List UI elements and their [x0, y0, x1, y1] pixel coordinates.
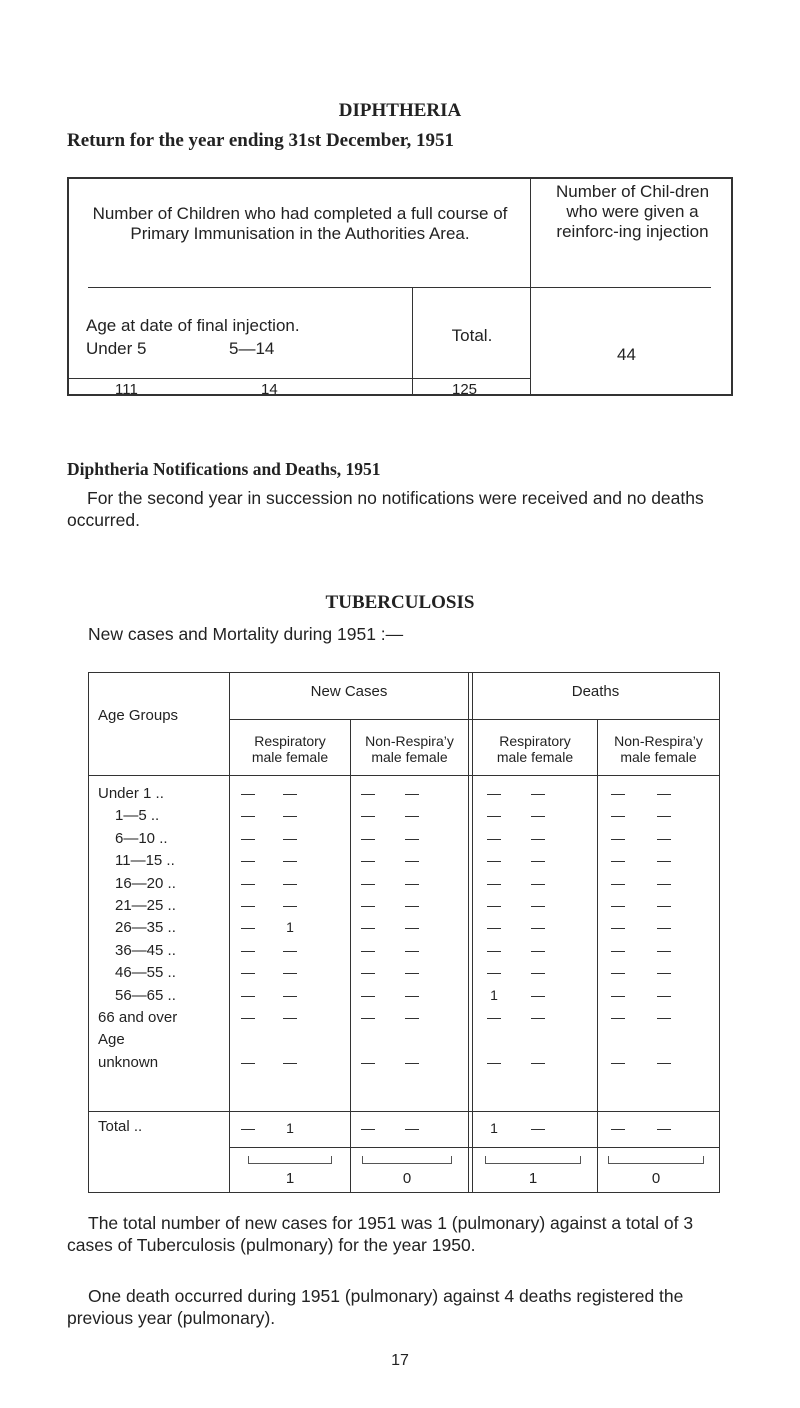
age-group-label: 11—15 ..: [115, 852, 175, 870]
death-nonresp-sum: 0: [651, 1170, 661, 1187]
table-cell: —: [531, 941, 545, 958]
new-nonresp-label: Non-Respira’y: [365, 733, 454, 749]
table-cell: —: [531, 874, 545, 891]
table-cell: —: [361, 874, 375, 891]
table-divider: [468, 673, 469, 1192]
diphtheria-subheading: Return for the year ending 31st December, 1951: [67, 130, 454, 151]
new-nonresp-header: [351, 733, 468, 765]
table-cell: —: [611, 941, 625, 958]
sum-brace: [362, 1156, 452, 1164]
age-group-label: unknown: [98, 1053, 159, 1071]
age-group-label: 56—65 ..: [115, 986, 176, 1004]
table-cell: —: [657, 986, 671, 1003]
table-cell: —: [361, 941, 375, 958]
immunisation-header: Number of Children who had completed a full course of Primary Immunisation in the Authorities Area.: [92, 204, 508, 243]
table-cell: —: [531, 964, 545, 981]
age-group-label: 21—25 ..: [115, 897, 176, 914]
age-at-final-injection-label: Age at date of final injection.: [86, 316, 300, 335]
death-nonresp-header: [598, 733, 719, 765]
table-cell: —: [531, 986, 545, 1003]
diphtheria-heading: DIPHTHERIA: [338, 100, 462, 121]
table-divider: [89, 1111, 719, 1112]
table-cell: —: [611, 986, 625, 1003]
table-cell: —: [241, 941, 255, 958]
age-group-label: 6—10 ..: [115, 829, 168, 847]
table-cell: —: [487, 807, 501, 824]
table-cell: —: [405, 1053, 419, 1070]
total-cell: 1: [490, 1120, 498, 1136]
table-cell: —: [657, 1009, 671, 1025]
table-cell: —: [361, 807, 375, 824]
total-cell: —: [611, 1120, 625, 1136]
table-cell: —: [657, 852, 671, 869]
table-cell: —: [487, 964, 501, 981]
table-cell: —: [283, 897, 297, 913]
notifications-heading: Diphtheria Notifications and Deaths, 1951: [67, 459, 381, 479]
table-cell: —: [283, 807, 297, 824]
page-number: 17: [391, 1352, 409, 1369]
table-divider: [230, 719, 719, 720]
table-cell: —: [657, 941, 671, 958]
table-cell: —: [283, 874, 297, 891]
reinforcing-header: Number of Chil-dren who were given a reinforc-ing injection: [555, 182, 710, 241]
table-cell: —: [241, 1009, 255, 1025]
table-cell: —: [283, 941, 297, 958]
table-cell: —: [657, 829, 671, 846]
table-cell: —: [405, 986, 419, 1003]
table-cell: —: [487, 1009, 501, 1025]
table-divider: [68, 378, 530, 379]
total-cell: 1: [286, 1120, 294, 1136]
table-cell: —: [405, 829, 419, 846]
sum-brace: [608, 1156, 704, 1164]
table-cell: —: [657, 919, 671, 936]
table-cell: —: [361, 829, 375, 846]
table-cell: —: [487, 1053, 501, 1070]
total-value: 125: [452, 381, 478, 398]
table-cell: —: [657, 807, 671, 824]
reinforcing-value: 44: [617, 345, 636, 364]
age-group-label: 66 and over: [98, 1009, 178, 1026]
table-cell: —: [241, 829, 255, 846]
sum-brace: [248, 1156, 332, 1164]
table-cell: —: [283, 852, 297, 869]
table-cell: —: [361, 1009, 375, 1025]
total-cell: —: [657, 1120, 671, 1136]
table-cell: —: [487, 941, 501, 958]
table-cell: —: [657, 964, 671, 981]
table-cell: —: [405, 807, 419, 824]
table-cell: —: [611, 964, 625, 981]
table-cell: —: [283, 964, 297, 981]
table-cell: —: [283, 829, 297, 846]
new-nonresp-mf: male female: [371, 749, 448, 765]
death-resp-sum: 1: [528, 1170, 538, 1187]
table-cell: —: [405, 1009, 419, 1025]
age-group-label: 26—35 ..: [115, 919, 176, 937]
table-cell: —: [405, 785, 419, 801]
table-cell: —: [531, 829, 545, 846]
table-cell: —: [487, 897, 501, 913]
table-cell: —: [487, 874, 501, 891]
age-group-label: Under 1 ..: [98, 785, 164, 802]
table-cell: —: [487, 785, 501, 801]
notifications-text: For the second year in succession no notifications were received and no deaths occurred.: [67, 488, 704, 530]
age-group-label: Age: [98, 1031, 125, 1049]
table-cell: —: [611, 852, 625, 869]
table-cell: —: [241, 874, 255, 891]
tuberculosis-heading: TUBERCULOSIS: [325, 592, 475, 613]
table-cell: —: [241, 785, 255, 801]
total-cell: —: [405, 1120, 419, 1136]
new-resp-sum: 1: [285, 1170, 295, 1187]
table-cell: —: [361, 986, 375, 1003]
table-cell: —: [531, 897, 545, 913]
table-cell: —: [405, 964, 419, 981]
table-cell: —: [657, 897, 671, 913]
table-cell: —: [241, 852, 255, 869]
table-cell: —: [531, 852, 545, 869]
table-divider: [230, 1147, 719, 1148]
table-cell: —: [241, 897, 255, 913]
table-cell: —: [361, 897, 375, 913]
table-cell: —: [405, 897, 419, 913]
new-resp-label: Respiratory: [254, 733, 326, 749]
table-divider: [531, 287, 711, 288]
death-resp-header: [473, 733, 597, 765]
total-cell: —: [241, 1120, 255, 1136]
table-cell: —: [241, 964, 255, 981]
table-cell: —: [531, 1053, 545, 1070]
sum-brace: [485, 1156, 581, 1164]
total-cell: —: [531, 1120, 545, 1136]
age-5-14-value: 14: [261, 381, 278, 398]
table-cell: —: [405, 852, 419, 869]
tuberculosis-subheading: New cases and Mortality during 1951 :—: [88, 624, 404, 644]
table-cell: —: [241, 919, 255, 936]
total-label: Total.: [451, 326, 493, 345]
age-group-label: 46—55 ..: [115, 964, 176, 982]
age-group-label: 36—45 ..: [115, 941, 176, 959]
table-cell: —: [657, 785, 671, 801]
table-cell: —: [657, 1053, 671, 1070]
table-cell: —: [657, 874, 671, 891]
table-cell: —: [611, 829, 625, 846]
table-cell: —: [241, 807, 255, 824]
death-resp-label: Respiratory: [499, 733, 571, 749]
tb-paragraph-1: The total number of new cases for 1951 was 1 (pulmonary) against a total of 3 cases of Tuberculosis (pulmonary) for the year 1950.: [67, 1213, 694, 1255]
age-group-label: 1—5 ..: [115, 807, 160, 825]
table-cell: —: [405, 874, 419, 891]
new-cases-header: New Cases: [310, 683, 388, 700]
table-cell: —: [531, 1009, 545, 1025]
table-cell: —: [611, 897, 625, 913]
table-cell: —: [487, 829, 501, 846]
table-cell: —: [611, 807, 625, 824]
table-cell: —: [611, 874, 625, 891]
tb-paragraph-2: One death occurred during 1951 (pulmonary) against 4 deaths registered the previous year (pulmonary).: [67, 1286, 684, 1328]
table-cell: —: [361, 964, 375, 981]
under-5-label: Under 5: [86, 339, 147, 358]
under-5-value: 111: [115, 381, 138, 398]
table-cell: —: [531, 807, 545, 824]
table-cell: —: [361, 919, 375, 936]
age-group-label: 16—20 ..: [115, 874, 176, 892]
table-cell: —: [283, 785, 297, 801]
table-cell: 1: [490, 986, 498, 1003]
table-cell: —: [283, 1009, 297, 1025]
new-nonresp-sum: 0: [402, 1170, 412, 1187]
table-cell: —: [405, 919, 419, 936]
table-cell: —: [487, 919, 501, 936]
table-cell: —: [611, 1053, 625, 1070]
age-groups-header: Age Groups: [98, 707, 179, 724]
new-resp-header: [230, 733, 350, 765]
table-cell: —: [611, 1009, 625, 1025]
table-cell: —: [283, 1053, 297, 1070]
table-cell: 1: [286, 919, 294, 936]
table-cell: —: [241, 986, 255, 1003]
death-nonresp-label: Non-Respira’y: [614, 733, 703, 749]
table-divider: [89, 775, 719, 776]
table-cell: —: [405, 941, 419, 958]
table-cell: —: [361, 1053, 375, 1070]
deaths-header: Deaths: [571, 683, 620, 700]
death-resp-mf: male female: [496, 749, 574, 765]
table-cell: —: [611, 785, 625, 801]
new-resp-mf: male female: [251, 749, 329, 765]
table-cell: —: [611, 919, 625, 936]
table-cell: —: [531, 919, 545, 936]
death-nonresp-mf: male female: [620, 749, 697, 765]
age-5-14-label: 5—14: [229, 339, 275, 358]
total-cell: —: [361, 1120, 375, 1136]
table-cell: —: [241, 1053, 255, 1070]
table-cell: —: [361, 785, 375, 801]
table-cell: —: [487, 852, 501, 869]
table-cell: —: [283, 986, 297, 1003]
total-row-label: Total ..: [98, 1118, 143, 1135]
table-cell: —: [531, 785, 545, 801]
table-divider: [88, 287, 530, 288]
table-cell: —: [361, 852, 375, 869]
